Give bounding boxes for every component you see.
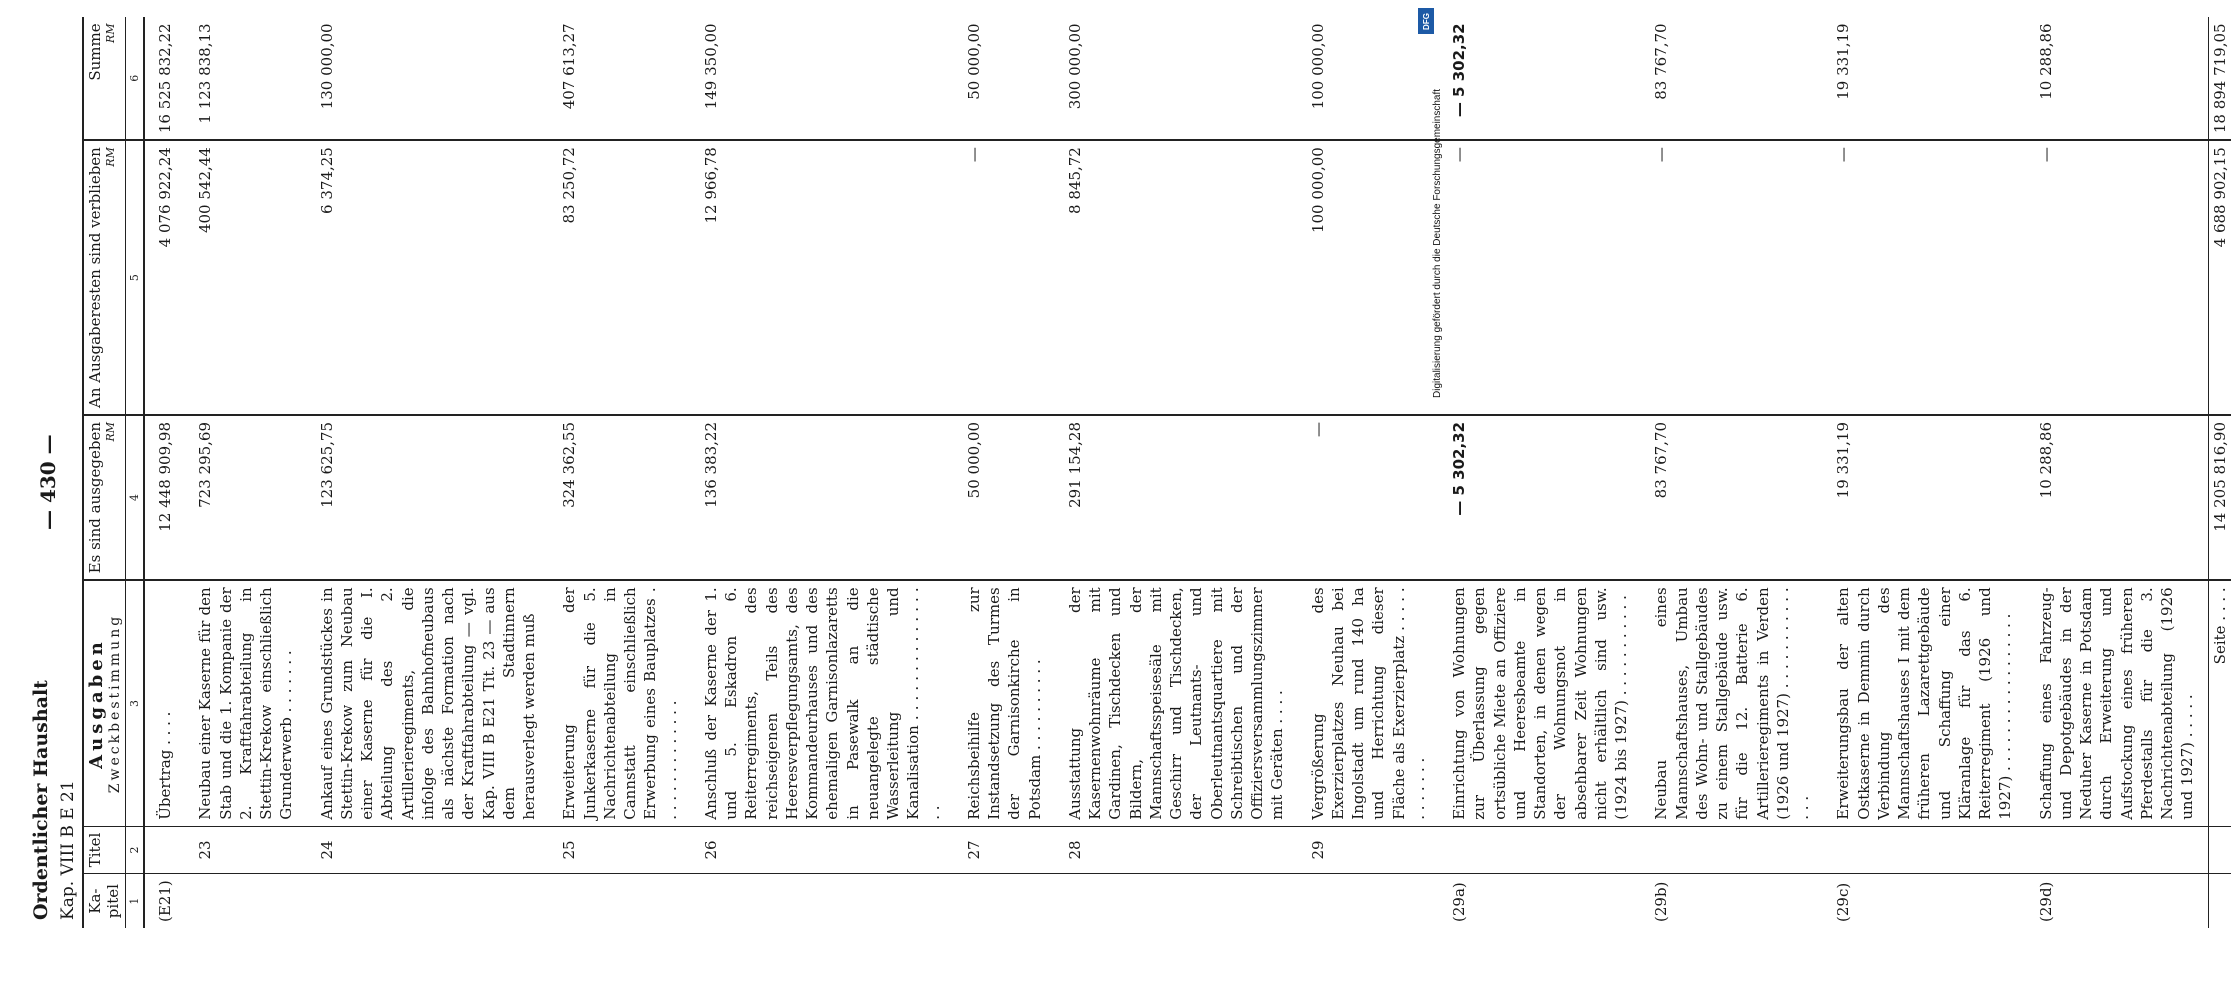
unit-label: RM — [104, 23, 117, 43]
header-kapitel: Ka-pitel — [83, 874, 126, 928]
page-number: — 430 — — [36, 434, 60, 530]
row-kapitel — [1055, 874, 1298, 928]
row-description: Erweiterung der Junkerkaserne für die 5. Nachrichtenabteilung in Cannstatt einschließlich Erwerbung eines Bauplatzes . . . . . . . . . . . . . . — [549, 580, 691, 826]
header-summe-label: Summe — [86, 23, 104, 81]
header-titel: Titel — [83, 826, 126, 874]
row-description: Schaffung eines Fahrzeug- und Depotgebäudes in der Neduher Kaserne in Potsdam durch Erweiterung und Aufstockung eines früheren Pferdestalls für die 3. Nachrichtenabteilung (1926 und 1927) . . . . . — [2026, 580, 2209, 826]
row-titel — [144, 826, 185, 874]
header-ausgegeben-label: Es sind ausgegeben — [86, 421, 104, 574]
row-titel: 26 — [691, 826, 954, 874]
page-title: Ordentlicher Haushalt — [30, 680, 52, 920]
row-titel — [1439, 826, 1641, 874]
row-titel — [1823, 826, 2025, 874]
row-description: Ausstattung der Kasernenwohnräume mit Gardinen, Tischdecken und Bildern, der Mannschaftsspeisesäle mit Geschirr und Tischdecken, der Leutnants- und Oberleutnantsquartiere mit Schreibtischen und der Offiziersversammlungszimmer mit Geräten . . . . — [1055, 580, 1298, 826]
row-description: Ankauf eines Grundstückes in Stettin-Krekow zum Neubau einer Kaserne für die I. Abteilung des 2. Artillerieregiments, die infolge des Bahnhofneubaus als nächste Formation nach der Kraftfahrabteilung — vgl. Kap. VIII B E21 Tit. 23 — aus dem Stadtinnern herausverlegt werden muß — [307, 580, 550, 826]
row-ausgabereste: — — [954, 140, 1055, 415]
row-description: Neubau einer Kaserne für den Stab und die 1. Kompanie der 2. Kraftfahrabteilung in Stettin-Krekow einschließlich Grunderwerb . . . . . . . — [185, 580, 306, 826]
header-ausgaben-title: Ausgaben — [86, 638, 107, 769]
row-description: Vergrößerung des Exerzierplatzes Neuhau bei Ingolstadt um rund 140 ha und Herrichtung dieser Fläche als Exerzierplatz . . . . . . . . . . . . — [1298, 580, 1440, 826]
row-ausgegeben: 83 767,70 — [1641, 415, 1823, 580]
row-titel — [1641, 826, 1823, 874]
row-kapitel: (29c) — [1834, 882, 1853, 922]
chapter-label: Kap. VIII B E 21 — [58, 780, 78, 920]
table-body — [144, 17, 2208, 928]
row-ausgabereste: 12 966,78 — [691, 140, 954, 415]
dfg-logo: DFG — [1418, 8, 1434, 34]
row-summe: 19 331,19 — [1823, 17, 2025, 140]
column-number: 6 — [126, 17, 145, 140]
column-number: 3 — [126, 580, 145, 826]
row-ausgegeben: 10 288,86 — [2026, 415, 2209, 580]
total-ausgegeben: 14 205 816,90 — [2208, 415, 2231, 580]
total-label: Seite . . . . — [2208, 580, 2231, 826]
row-titel: 24 — [307, 826, 550, 874]
total-empty — [2208, 874, 2231, 928]
table-row — [549, 17, 691, 928]
row-ausgabereste: — — [1823, 140, 2025, 415]
header-ausgabereste-label: An Ausgaberesten sind verblieben — [86, 147, 104, 408]
table-row — [2026, 17, 2209, 928]
row-description: Neubau eines Mannschaftshauses, Umbau des Wohn- und Stallgebäudes zu einem Stallgebäude usw. für die 12. Batterie 6. Artillerieregiments in Verden (1926 und 1927) . . . . . . . . . . . . . . — [1641, 580, 1823, 826]
table-row — [1055, 17, 1298, 928]
row-ausgegeben: 324 362,55 — [549, 415, 691, 580]
row-kapitel — [954, 874, 1055, 928]
table-row — [144, 17, 185, 928]
row-titel: 29 — [1298, 826, 1440, 874]
row-kapitel: (29a) — [1450, 882, 1468, 922]
row-ausgegeben: 12 448 909,98 — [144, 415, 185, 580]
row-ausgegeben: — 5 302,32 — [1439, 415, 1641, 580]
row-summe: 130 000,00 — [307, 17, 550, 140]
header-ausgabereste — [83, 140, 126, 415]
row-titel: 27 — [954, 826, 1055, 874]
row-kapitel: (29b) — [1652, 881, 1671, 922]
row-description: Einrichtung von Wohnungen zur Überlassung gegen ortsübliche Miete an Offiziere und Heeresbeamte in Standorten, in denen wegen der Wohnungsnot in absehbarer Zeit Wohnungen nicht erhältlich sind usw. (1924 bis 1927) . . . . . . . . . . . — [1439, 580, 1641, 826]
row-ausgabereste: 100 000,00 — [1298, 140, 1440, 415]
digitization-note: Digitalisierung gefördert durch die Deutsche Forschungsgemeinschaft — [1432, 88, 1443, 398]
table-row — [1823, 17, 2025, 928]
header-ausgaben — [83, 580, 126, 826]
header-summe — [83, 17, 126, 140]
total-summe: 18 894 719,05 — [2208, 17, 2231, 140]
row-summe: 1 123 838,13 — [185, 17, 306, 140]
row-ausgabereste: 6 374,25 — [307, 140, 550, 415]
row-kapitel — [307, 874, 550, 928]
row-summe: 100 000,00 — [1298, 17, 1440, 140]
table-row — [954, 17, 1055, 928]
row-ausgabereste: — — [1439, 140, 1641, 415]
row-kapitel — [691, 874, 954, 928]
row-summe: 83 767,70 — [1641, 17, 1823, 140]
row-ausgegeben: 136 383,22 — [691, 415, 954, 580]
table-row — [307, 17, 550, 928]
table-row — [1439, 17, 1641, 928]
total-row — [2208, 17, 2231, 928]
row-ausgegeben: — — [1298, 415, 1440, 580]
row-summe: 10 288,86 — [2026, 17, 2209, 140]
row-ausgabereste: 400 542,44 — [185, 140, 306, 415]
digitization-sidebar — [1418, 8, 1443, 608]
row-summe: 407 613,27 — [549, 17, 691, 140]
column-number: 4 — [126, 415, 145, 580]
header-zweck: Zweckbestimmung — [107, 613, 123, 794]
row-ausgabereste: — — [1641, 140, 1823, 415]
row-titel — [2026, 826, 2209, 874]
row-summe: 16 525 832,22 — [144, 17, 185, 140]
unit-label: RM — [104, 421, 117, 442]
row-summe: 300 000,00 — [1055, 17, 1298, 140]
row-ausgabereste: 4 076 922,24 — [144, 140, 185, 415]
row-titel: 23 — [185, 826, 306, 874]
total-ausgabereste: 4 688 902,15 — [2208, 140, 2231, 415]
column-number: 1 — [126, 874, 145, 928]
column-number: 2 — [126, 826, 145, 874]
column-number-row — [126, 17, 145, 928]
row-kapitel — [549, 874, 691, 928]
row-ausgegeben: 291 154,28 — [1055, 415, 1298, 580]
row-ausgabereste: 8 845,72 — [1055, 140, 1298, 415]
row-summe: 149 350,00 — [691, 17, 954, 140]
row-summe: 50 000,00 — [954, 17, 1055, 140]
row-description: Übertrag . . . . — [144, 580, 185, 826]
row-kapitel: (29d) — [2036, 881, 2055, 922]
unit-label: RM — [104, 147, 117, 167]
row-titel: 28 — [1055, 826, 1298, 874]
row-ausgegeben: 19 331,19 — [1823, 415, 2025, 580]
total-empty — [2208, 826, 2231, 874]
table-row — [1641, 17, 1823, 928]
table-row — [185, 17, 306, 928]
row-ausgegeben: 723 295,69 — [185, 415, 306, 580]
row-summe: — 5 302,32 — [1439, 17, 1641, 140]
header-ausgegeben — [83, 415, 126, 580]
row-ausgabereste: — — [2026, 140, 2209, 415]
row-description: Erweiterungsbau der alten Ostkaserne in Demmin durch Verbindung des Mannschaftshauses I mit dem früheren Lazarettgebäude und Schaffung einer Kläranlage für das 6. Reiterregiment (1926 und 1927) . . . . . . . . . . . . . . . . . — [1823, 580, 2025, 826]
row-ausgegeben: 50 000,00 — [954, 415, 1055, 580]
budget-table — [82, 17, 2231, 928]
row-ausgegeben: 123 625,75 — [307, 415, 550, 580]
row-kapitel — [185, 874, 306, 928]
row-kapitel: (E21) — [156, 880, 174, 922]
column-number: 5 — [126, 140, 145, 415]
row-description: Reichsbeihilfe zur Instandsetzung des Turmes der Garnisonkirche in Potsdam . . . . . . . . . . — [954, 580, 1055, 826]
table-row — [691, 17, 954, 928]
row-ausgabereste: 83 250,72 — [549, 140, 691, 415]
row-kapitel — [1298, 874, 1440, 928]
row-description: Anschluß der Kaserne der 1. und 5. Eskadron 6. Reiterregiments, des reichseigenen Teils des Heeresverpflegungsamts, des Kommandeurhauses und des ehemaligen Garnisonlazaretts in Pasewalk an die neuangelegte städtische Wasserleitung und Kanalisation . . . . . . . . . . . . . . . . — [691, 580, 954, 826]
table-header-row — [83, 17, 126, 928]
row-titel: 25 — [549, 826, 691, 874]
